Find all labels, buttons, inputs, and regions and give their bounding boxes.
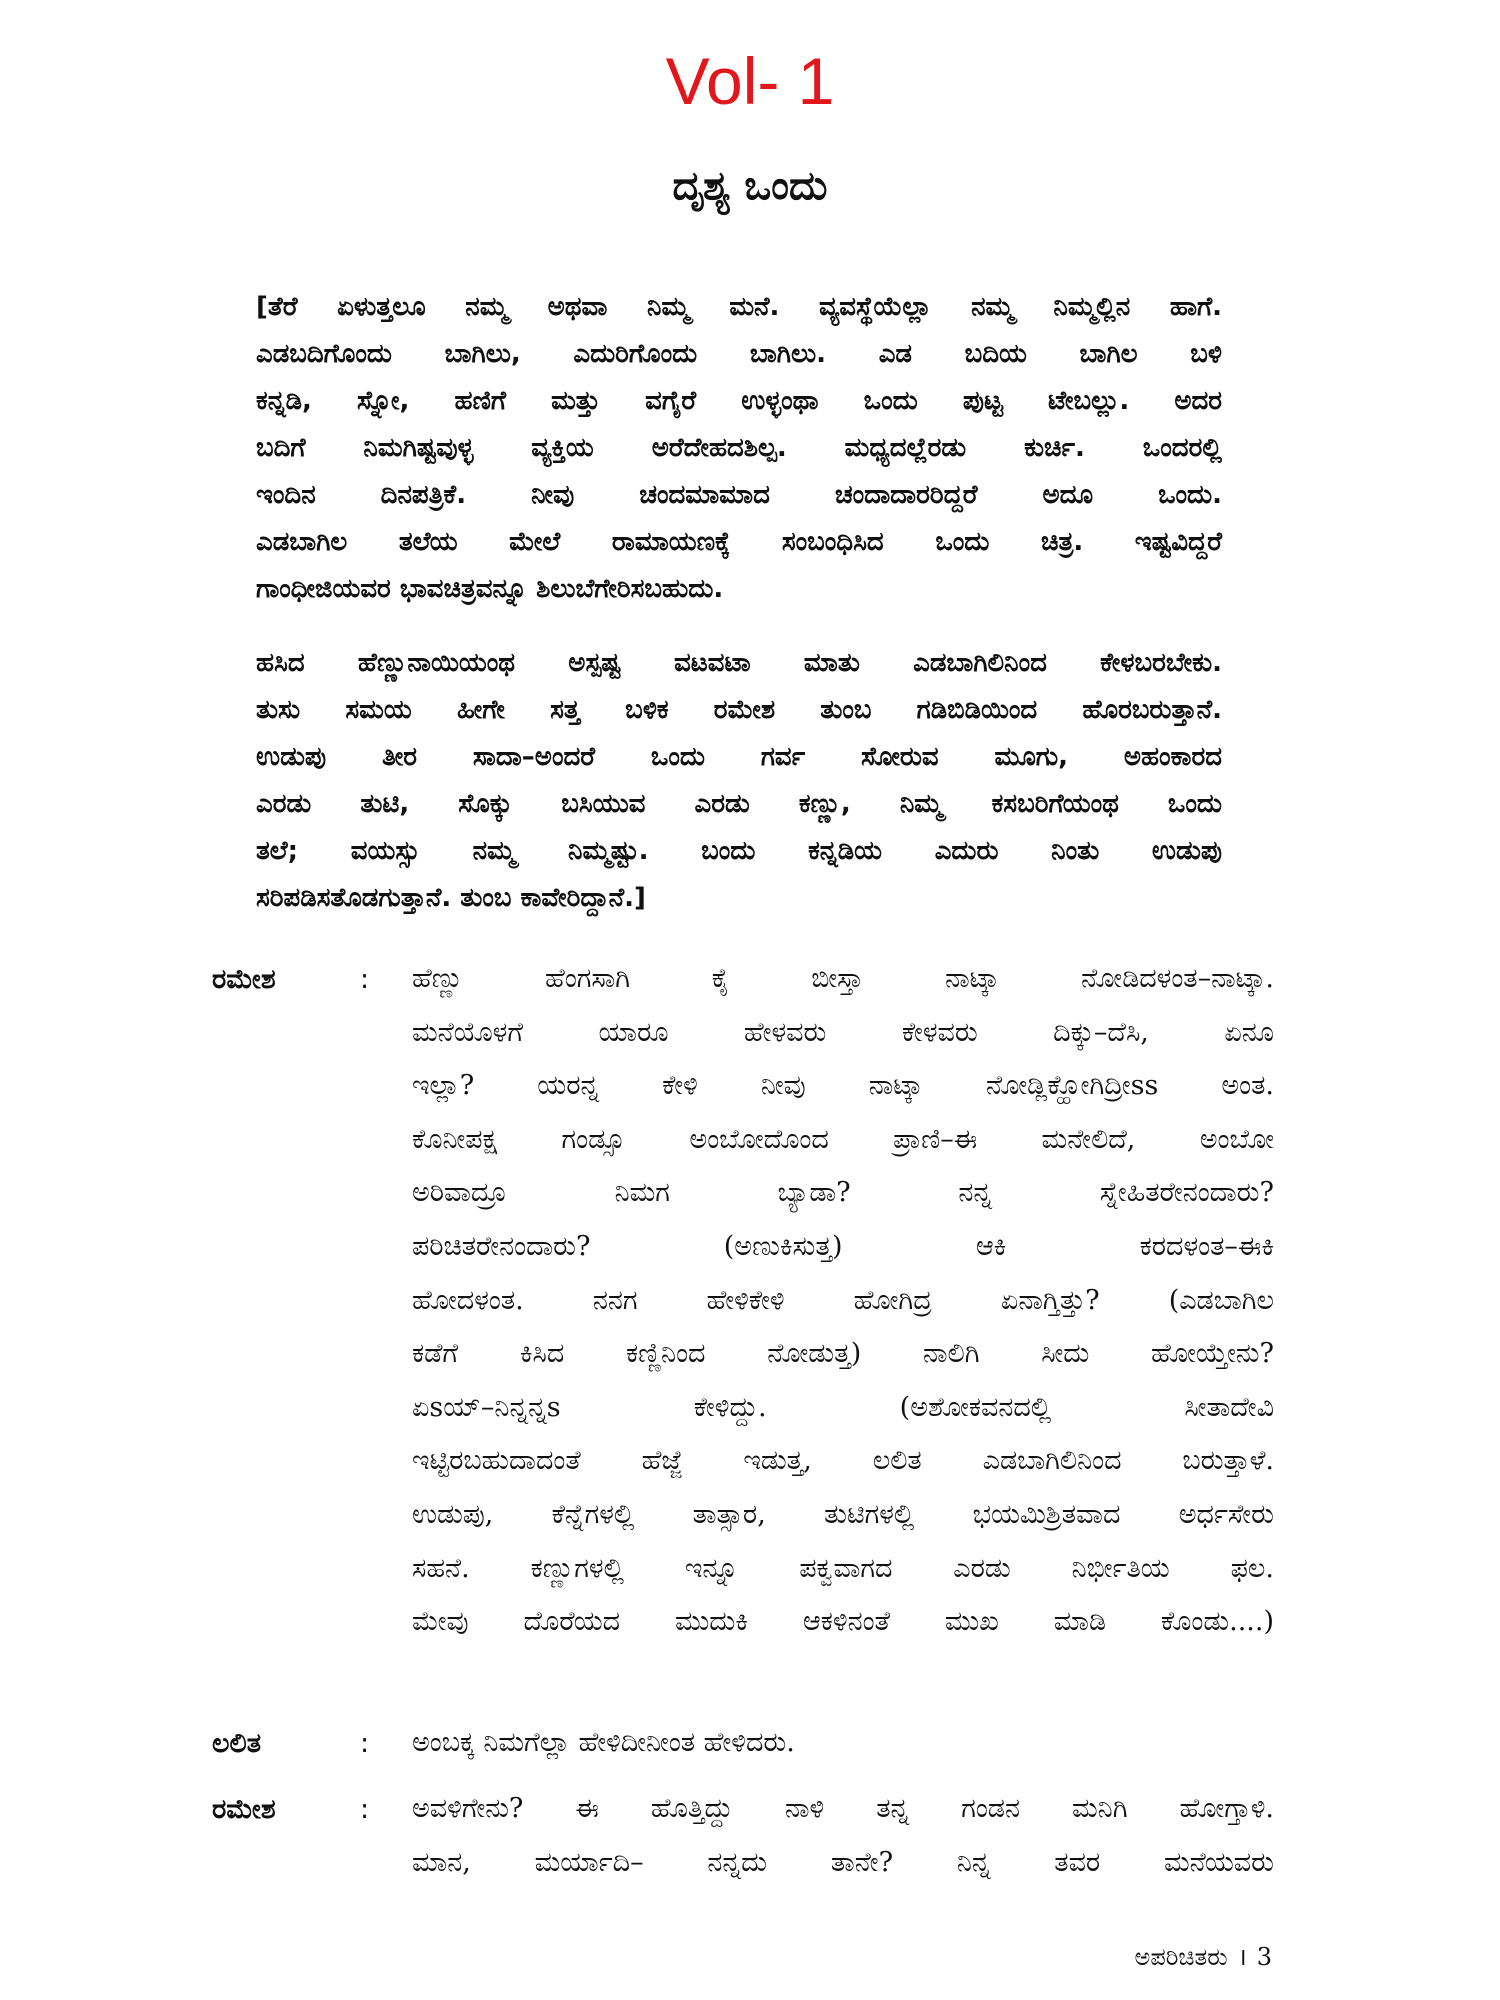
stage-line: ಗಾಂಧೀಜಿಯವರ ಭಾವಚಿತ್ರವನ್ನೂ ಶಿಲುಬೆಗೇರಿಸಬಹುದು. [256, 574, 724, 604]
dialogue-line: ಮನೆಯೊಳಗೆ ಯಾರೂ ಹೇಳವರು ಕೇಳವರು ದಿಕ್ಕು–ದೆಸಿ, ಏನೂ [412, 1016, 1274, 1048]
dialogue-line: ಹೋದಳಂತ. ನನಗ ಹೇಳಿಕೇಳಿ ಹೋಗಿದ್ರ ಏನಾಗ್ತಿತ್ತು? (ಎಡಬಾಗಿಲ [412, 1284, 1274, 1316]
speaker-colon: : [360, 1794, 370, 1825]
dialogue-line: ಹೆಣ್ಣು ಹೆಂಗಸಾಗಿ ಕೈ ಬೀಸ್ತಾ ನಾಟ್ಕಾ ನೋಡಿದಳಂತ–ನಾಟ್ಕಾ. [412, 963, 1274, 994]
stage-direction-1 [256, 284, 1222, 613]
volume-label: Vol- 1 [665, 44, 835, 118]
stage-line: ಎರಡು ತುಟಿ, ಸೊಕ್ಕು ಬಸಿಯುವ ಎರಡು ಕಣ್ಣು, ನಿಮ್ಮ ಕಸಬರಿಗೆಯಂಥ ಒಂದು [256, 789, 1222, 819]
stage-line: ಸರಿಪಡಿಸತೊಡಗುತ್ತಾನೆ. ತುಂಬ ಕಾವೇರಿದ್ದಾನೆ.] [256, 883, 646, 913]
stage-line: ತುಸು ಸಮಯ ಹೀಗೇ ಸತ್ತ ಬಳಿಕ ರಮೇಶ ತುಂಬ ಗಡಿಬಿಡಿಯಿಂದ ಹೊರಬರುತ್ತಾನೆ. [256, 695, 1222, 725]
speaker-colon: : [360, 964, 370, 995]
speaker-name: ರಮೇಶ [212, 964, 276, 995]
stage-direction-2 [256, 640, 1222, 922]
dialogue-text [412, 952, 1274, 1649]
scene-title: ದೃಶ್ಯ ಒಂದು [672, 163, 828, 209]
speaker-name: ರಮೇಶ [212, 1794, 276, 1825]
dialogue-line: ಇಲ್ಲಾ? ಯರನ್ನ ಕೇಳಿ ನೀವು ನಾಟ್ಕಾ ನೋಡ್ಲಿಕ್ಹೋಗಿದ್ರೀss ಅಂತ. [412, 1070, 1274, 1102]
dialogue-line: ಅವಳಿಗೇನು? ಈ ಹೊತ್ತಿದ್ದು ನಾಳಿ ತನ್ನ ಗಂಡನ ಮನಿಗಿ ಹೋಗ್ತಾಳಿ. [412, 1793, 1274, 1824]
stage-line: ಇಂದಿನ ದಿನಪತ್ರಿಕೆ. ನೀವು ಚಂದಮಾಮಾದ ಚಂದಾದಾರರಿದ್ದರೆ ಅದೂ ಒಂದು. [256, 480, 1222, 510]
dialogue-line: ಕೊನೀಪಕ್ಷ ಗಂಡ್ಸೂ ಅಂಬೋದೊಂದ ಪ್ರಾಣಿ–ಈ ಮನೇಲಿದೆ, ಅಂಬೋ [412, 1123, 1274, 1155]
dialogue-line: ಸಹನೆ. ಕಣ್ಣುಗಳಲ್ಲಿ ಇನ್ನೂ ಪಕ್ವವಾಗದ ಎರಡು ನಿರ್ಭೀತಿಯ ಫಲ. [412, 1552, 1274, 1584]
stage-line: [ತೆರೆ ಏಳುತ್ತಲೂ ನಮ್ಮ ಅಥವಾ ನಿಮ್ಮ ಮನೆ. ವ್ಯವಸ್ಥೆಯೆಲ್ಲಾ ನಮ್ಮ ನಿಮ್ಮಲ್ಲಿನ ಹಾಗೆ. [256, 292, 1222, 322]
dialogue-line: ಏsಯ್–ನಿನ್ನನ್ನs ಕೇಳಿದ್ದು. (ಅಶೋಕವನದಲ್ಲಿ ಸೀತಾದೇವಿ [412, 1391, 1274, 1423]
dialogue-line: ಕಡೆಗೆ ಕಿಸಿದ ಕಣ್ಣಿನಿಂದ ನೋಡುತ್ತ) ನಾಲಿಗಿ ಸೀದು ಹೋಯ್ತೇನು? [412, 1338, 1274, 1370]
stage-line: ತಲೆ; ವಯಸ್ಸು ನಮ್ಮ ನಿಮ್ಮಷ್ಟು. ಬಂದು ಕನ್ನಡಿಯ ಎದುರು ನಿಂತು ಉಡುಪು [256, 836, 1222, 866]
book-title: ಅಪರಿಚಿತರು [1134, 1943, 1228, 1971]
speaker-colon: : [360, 1728, 370, 1759]
dialogue-text [412, 1716, 1274, 1770]
page-footer [1135, 1945, 1272, 1969]
stage-line: ಹಸಿದ ಹೆಣ್ಣುನಾಯಿಯಂಥ ಅಸ್ಪಷ್ಟ ವಟವಟಾ ಮಾತು ಎಡಬಾಗಿಲಿನಿಂದ ಕೇಳಬರಬೇಕು. [256, 648, 1222, 678]
dialogue-line: ಉಡುಪು, ಕೆನ್ನೆಗಳಲ್ಲಿ ತಾತ್ಸಾರ, ತುಟಿಗಳಲ್ಲಿ ಭಯಮಿಶ್ರಿತವಾದ ಅರ್ಧಸೇರು [412, 1498, 1274, 1530]
dialogue-line: ಮಾನ, ಮರ್ಯಾದಿ– ನನ್ನದು ತಾನೇ? ನಿನ್ನ ತವರ ಮನೆಯವರು [412, 1846, 1274, 1878]
dialogue-text [412, 1782, 1274, 1889]
speaker-name: ಲಲಿತ [212, 1728, 262, 1759]
stage-line: ಕನ್ನಡಿ, ಸ್ನೋ, ಹಣಿಗೆ ಮತ್ತು ವಗೈರೆ ಉಳ್ಳಂಥಾ ಒಂದು ಪುಟ್ಟ ಟೇಬಲ್ಲು. ಅದರ [256, 386, 1222, 416]
dialogue-line: ಮೇವು ದೊರೆಯದ ಮುದುಕಿ ಆಕಳಿನಂತೆ ಮುಖ ಮಾಡಿ ಕೊಂಡು....) [412, 1606, 1274, 1638]
stage-line: ಉಡುಪು ತೀರ ಸಾದಾ–ಅಂದರೆ ಒಂದು ಗರ್ವ ಸೋರುವ ಮೂಗು, ಅಹಂಕಾರದ [256, 742, 1222, 772]
page-number: 3 [1256, 1943, 1272, 1971]
footer-separator: । [1237, 1943, 1247, 1971]
stage-line: ಎಡಬದಿಗೊಂದು ಬಾಗಿಲು, ಎದುರಿಗೊಂದು ಬಾಗಿಲು. ಎಡ ಬದಿಯ ಬಾಗಿಲ ಬಳಿ [256, 339, 1222, 369]
dialogue-line: ಇಟ್ಟಿರಬಹುದಾದಂತೆ ಹೆಜ್ಜೆ ಇಡುತ್ತ, ಲಲಿತ ಎಡಬಾಗಿಲಿನಿಂದ ಬರುತ್ತಾಳೆ. [412, 1445, 1274, 1477]
dialogue-line: ಅಂಬಕ್ಕ ನಿಮಗೆಲ್ಲಾ ಹೇಳಿದೀನೀಂತ ಹೇಳಿದರು. [412, 1727, 795, 1758]
stage-line: ಎಡಬಾಗಿಲ ತಲೆಯ ಮೇಲೆ ರಾಮಾಯಣಕ್ಕೆ ಸಂಬಂಧಿಸಿದ ಒಂದು ಚಿತ್ರ. ಇಷ್ಟವಿದ್ದರೆ [256, 527, 1222, 557]
stage-line: ಬದಿಗೆ ನಿಮಗಿಷ್ಟವುಳ್ಳ ವ್ಯಕ್ತಿಯ ಅರೆದೇಹದಶಿಲ್ಪ. ಮಧ್ಯದಲ್ಲೆರಡು ಕುರ್ಚಿ. ಒಂದರಲ್ಲಿ [256, 433, 1222, 463]
dialogue-line: ಅರಿವಾದ್ರೂ ನಿಮಗ ಬ್ಯಾಡಾ? ನನ್ನ ಸ್ನೇಹಿತರೇನಂದಾರು? [412, 1177, 1274, 1209]
dialogue-line: ಪರಿಚಿತರೇನಂದಾರು? (ಅಣುಕಿಸುತ್ತ) ಆಕಿ ಕರದಳಂತ–ಈಕಿ [412, 1230, 1274, 1262]
